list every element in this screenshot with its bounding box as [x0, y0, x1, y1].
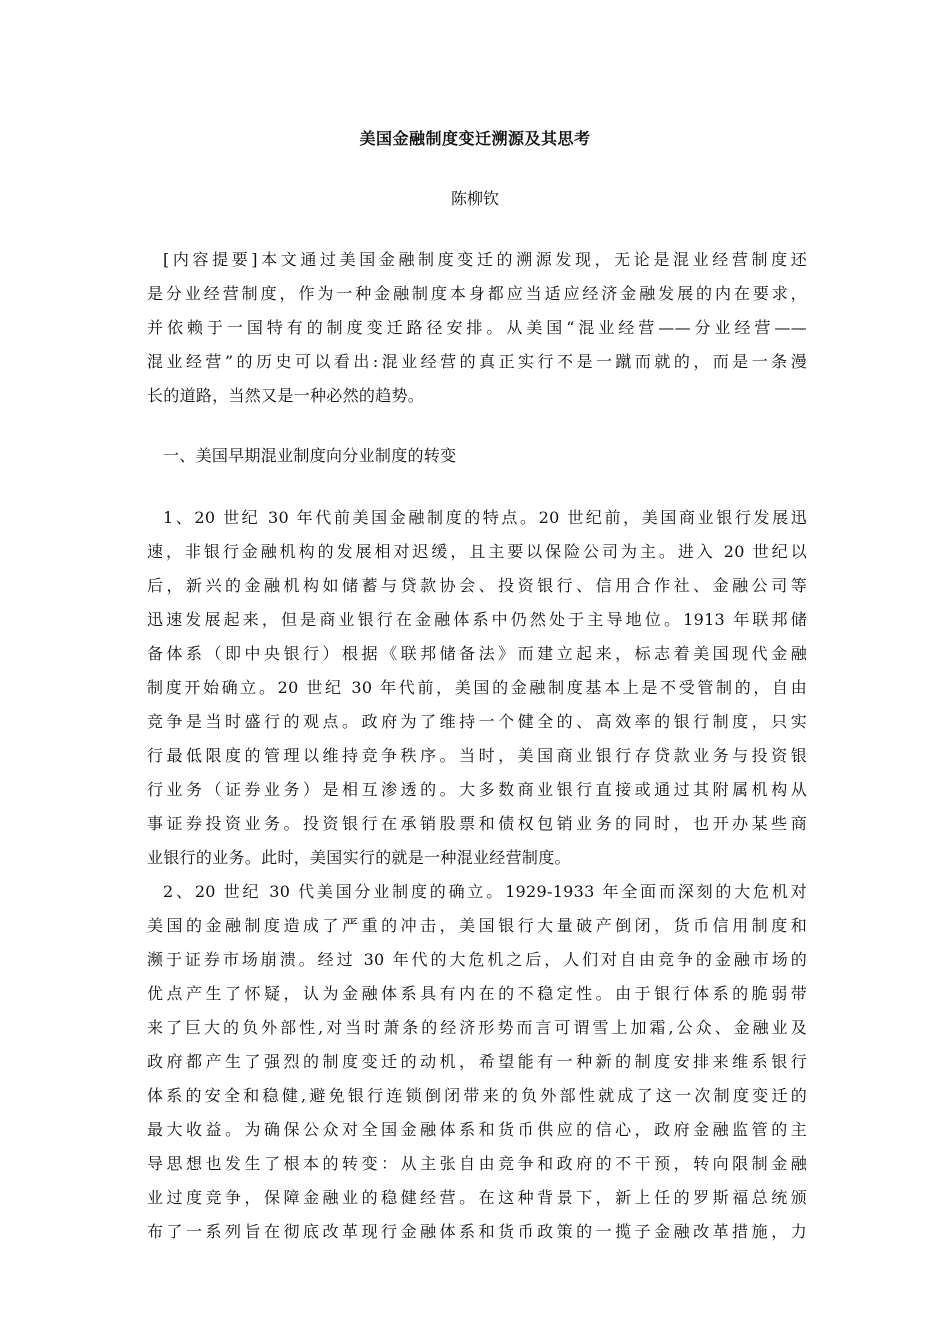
abstract-line: 混业经营”的历史可以看出:混业经营的真正实行不是一蹴而就的，而是一条漫 [147, 352, 807, 371]
paragraph-line: 竞争是当时盛行的观点。政府为了维持一个健全的、高效率的银行制度，只实 [147, 712, 807, 731]
abstract-line: [内容提要]本文通过美国金融制度变迁的溯源发现，无论是混业经营制度还 [163, 250, 807, 269]
paragraph-line: 行业务（证券业务）是相互渗透的。大多数商业银行直接或通过其附属机构从 [147, 780, 807, 799]
paragraph-line: 体系的安全和稳健,避免银行连锁倒闭带来的负外部性就成了这一次制度变迁的 [147, 1086, 807, 1105]
document-title: 美国金融制度变迁溯源及其思考 [359, 129, 591, 148]
paragraph-line: 备体系（即中央银行）根据《联邦储备法》而建立起来，标志着美国现代金融 [147, 644, 807, 663]
paragraph-line: 事证券投资业务。投资银行在承销股票和债权包销业务的同时，也开办某些商 [147, 814, 807, 833]
paragraph-line: 行最低限度的管理以维持竞争秩序。当时，美国商业银行存贷款业务与投资银 [147, 746, 807, 765]
paragraph-line: 制度开始确立。20 世纪 30 年代前，美国的金融制度基本上是不受管制的，自由 [147, 678, 807, 697]
paragraph-line: 导思想也发生了根本的转变：从主张自由竞争和政府的不干预，转向限制金融 [147, 1154, 807, 1173]
paragraph-line: 2、20 世纪 30 代美国分业制度的确立。1929-1933 年全面而深刻的大危机对 [163, 882, 807, 901]
paragraph-line: 优点产生了怀疑，认为金融体系具有内在的不稳定性。由于银行体系的脆弱带 [147, 984, 807, 1003]
paragraph-line: 最大收益。为确保公众对全国金融体系和货币供应的信心，政府金融监管的主 [147, 1120, 807, 1139]
abstract-line: 并依赖于一国特有的制度变迁路径安排。从美国“混业经营——分业经营—— [147, 318, 807, 337]
paragraph-line: 迅速发展起来，但是商业银行在金融体系中仍然处于主导地位。1913 年联邦储 [147, 610, 807, 629]
paragraph-line: 美国的金融制度造成了严重的冲击，美国银行大量破产倒闭，货币信用制度和 [147, 916, 807, 935]
abstract-line: 是分业经营制度，作为一种金融制度本身都应当适应经济金融发展的内在要求， [147, 284, 807, 303]
paragraph-line: 后，新兴的金融机构如储蓄与贷款协会、投资银行、信用合作社、金融公司等 [147, 576, 807, 595]
paragraph-line: 布了一系列旨在彻底改革现行金融体系和货币政策的一揽子金融改革措施，力 [147, 1222, 807, 1241]
paragraph-line: 业银行的业务。此时，美国实行的就是一种混业经营制度。 [147, 848, 571, 867]
author-name: 陈柳钦 [450, 189, 499, 208]
paragraph-line: 业过度竞争，保障金融业的稳健经营。在这种背景下，新上任的罗斯福总统颁 [147, 1188, 807, 1207]
paragraph-line: 政府都产生了强烈的制度变迁的动机，希望能有一种新的制度安排来维系银行 [147, 1052, 807, 1071]
paragraph-line: 1、20 世纪 30 年代前美国金融制度的特点。20 世纪前，美国商业银行发展迅 [163, 508, 807, 527]
section-heading: 一、美国早期混业制度向分业制度的转变 [163, 446, 457, 465]
paragraph-line: 来了巨大的负外部性,对当时萧条的经济形势而言可谓雪上加霜,公众、金融业及 [147, 1018, 807, 1037]
paragraph-line: 速，非银行金融机构的发展相对迟缓，且主要以保险公司为主。进入 20 世纪以 [147, 542, 807, 561]
paragraph-line: 濒于证券市场崩溃。经过 30 年代的大危机之后，人们对自由竞争的金融市场的 [147, 950, 807, 969]
abstract-line: 长的道路，当然又是一种必然的趋势。 [147, 386, 425, 405]
